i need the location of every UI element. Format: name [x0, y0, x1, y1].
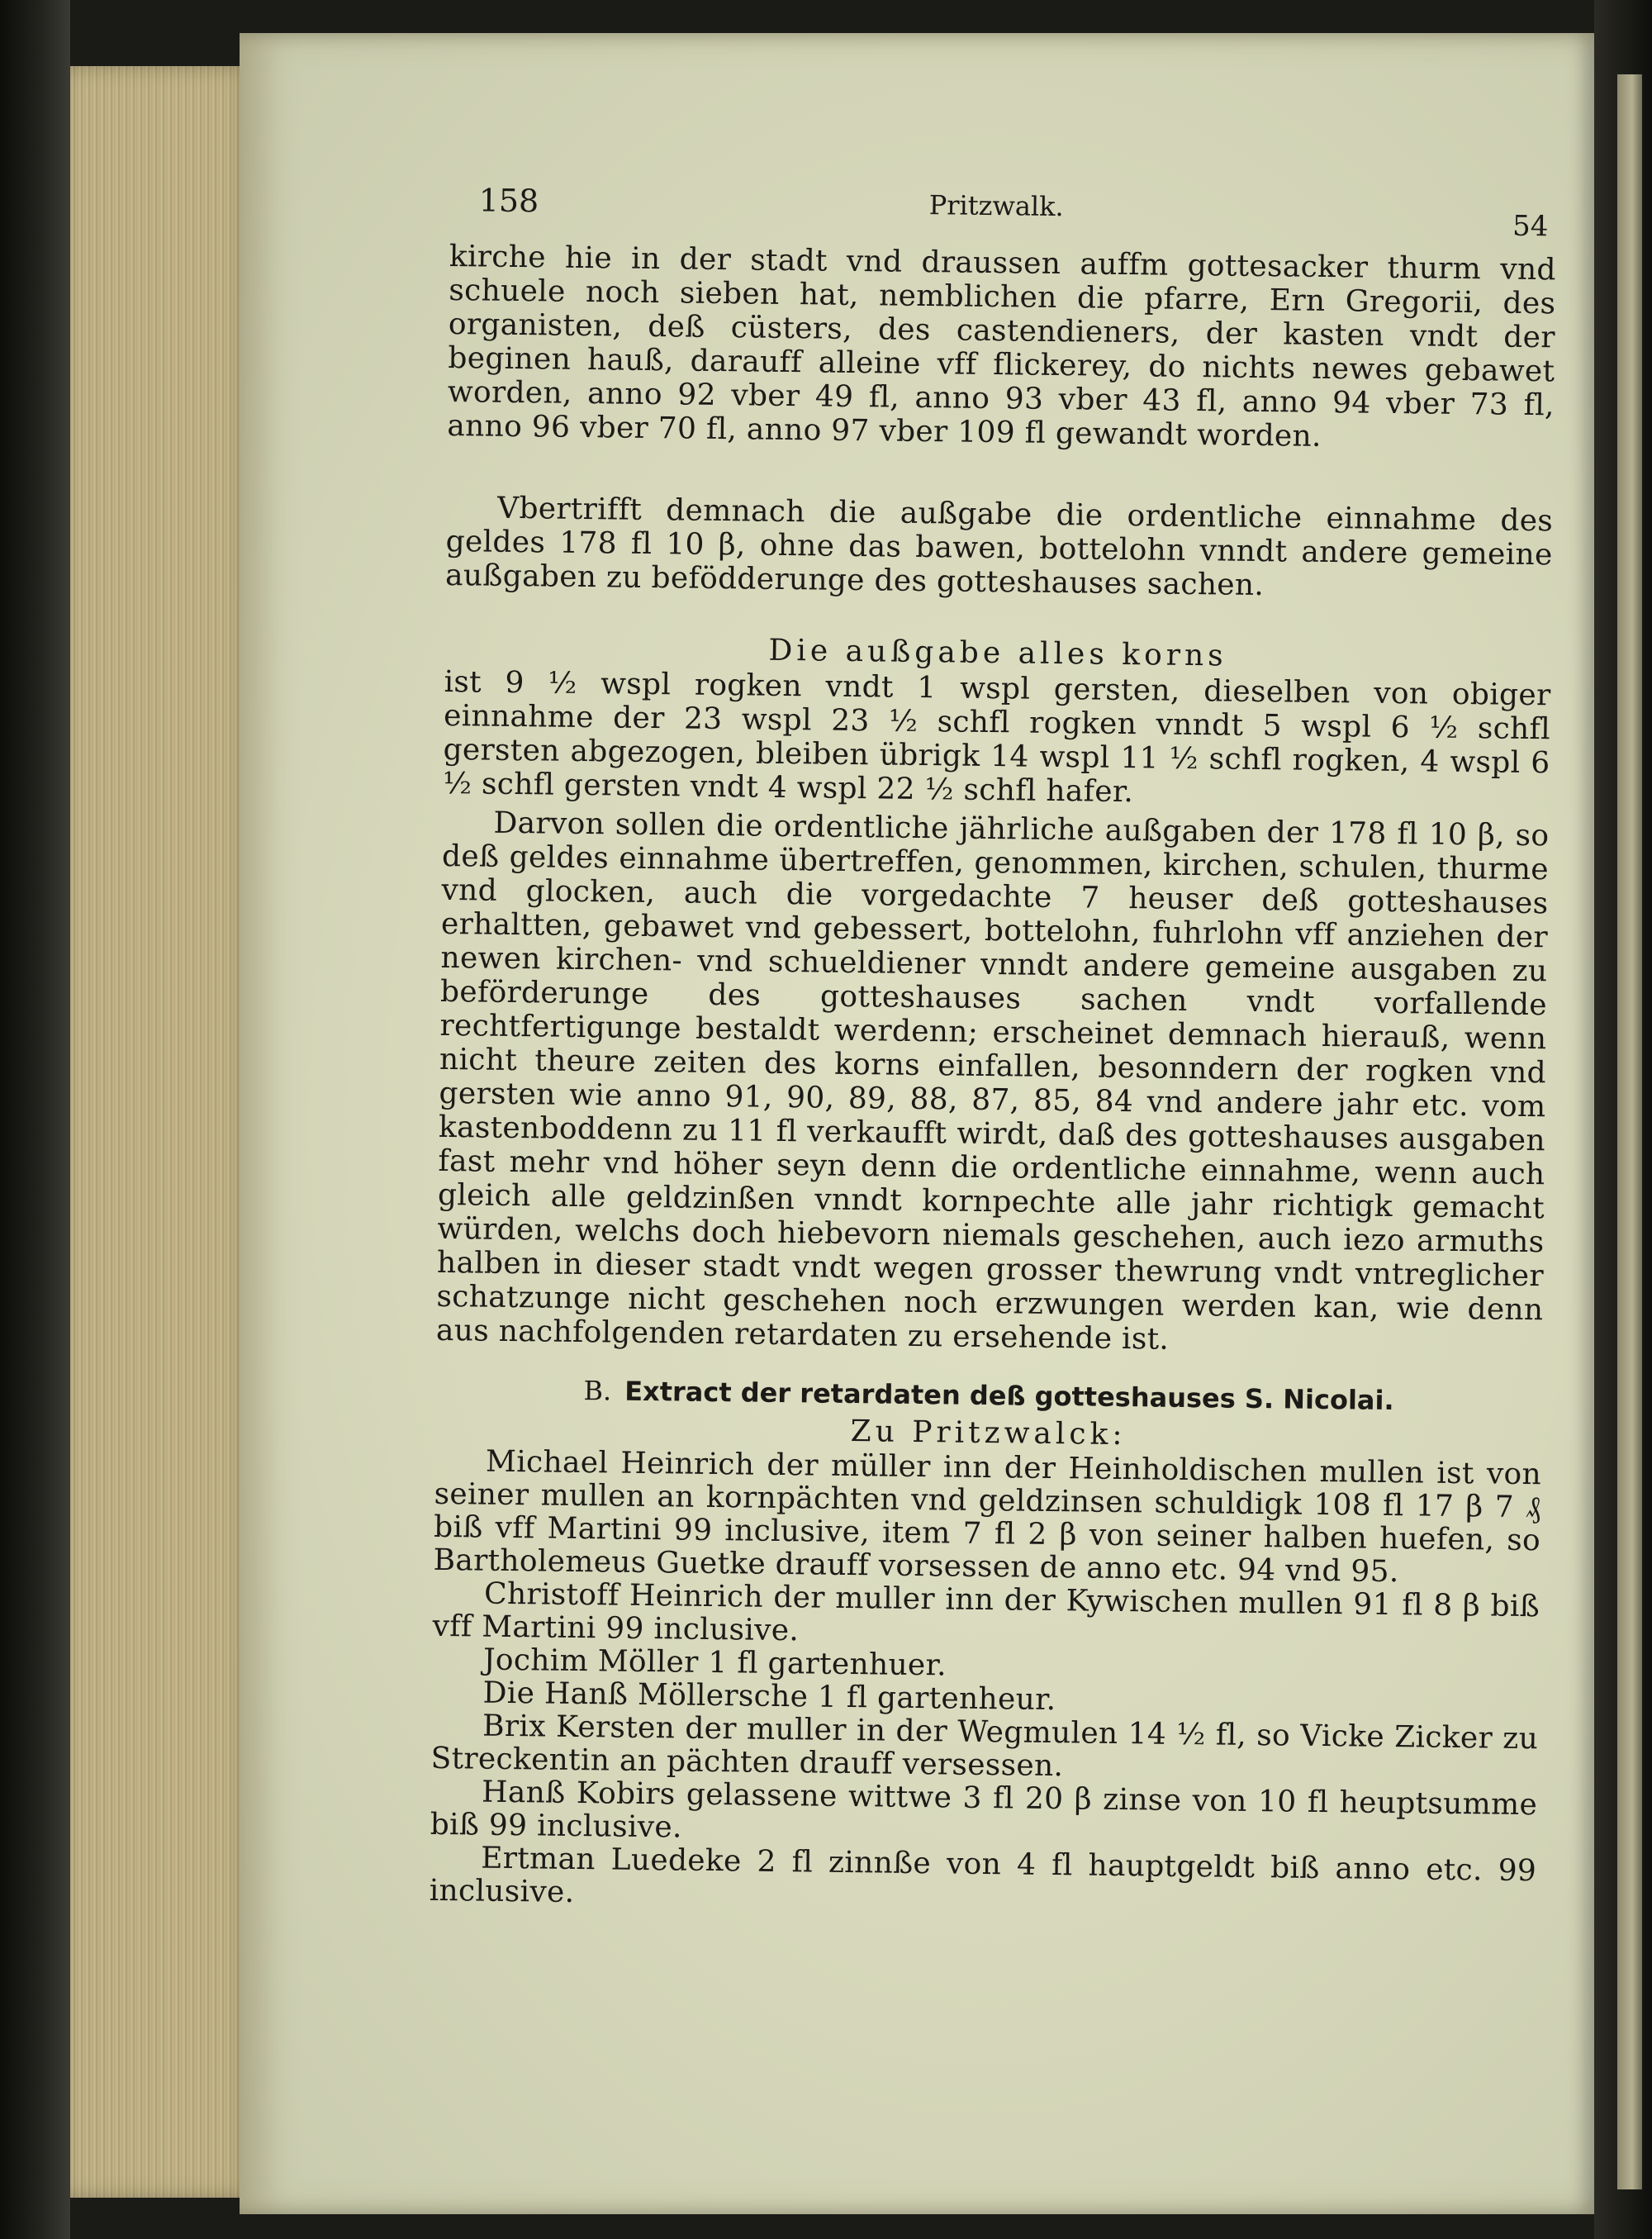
- list-item: Ertman Luedeke 2 fl zinnße von 4 fl hauptgeldt biß anno etc. 99 inclusive.: [429, 1841, 1537, 1909]
- book-cover-left: [0, 0, 70, 2239]
- section-subtitle: Zu Pritzwalck:: [850, 1414, 1127, 1452]
- book-page-edges: [70, 66, 252, 2198]
- folio-number: 54: [1512, 209, 1549, 244]
- facing-page-edge: [1617, 74, 1642, 2189]
- section-title: Extract der retardaten deß gotteshauses S. Nicolai.: [624, 1375, 1394, 1417]
- list-item: Die Hanß Möllersche 1 fl gartenheur.: [482, 1676, 1056, 1718]
- running-title: Pritzwalk.: [928, 189, 1064, 223]
- list-item: Brix Kersten der muller in der Wegmulen 14 ½ fl, so Vicke Zicker zu Streckentin an pächten drauff versessen.: [430, 1709, 1539, 1784]
- paragraph: kirche hie in der stadt vnd draussen auffm gottesacker thurm vnd schuele noch sieben hat, nemblichen die pfarre, Ern Gregorii, des organisten, deß cüsters, des castendieners, der kasten vndt der beginen hauß, darauff alleine vff flickerey, do nichts newes gebawet worden, anno 92 vber 49 fl, anno 93 vber 43 fl, anno 94 vber 73 fl, anno 96 vber 70 fl, anno 97 vber 109 fl gewandt worden.: [447, 239, 1557, 454]
- list-item: Michael Heinrich der müller inn der Heinholdischen mullen ist von seiner mullen an kornpächten vnd geldzinsen schuldigk 108 fl 17 β 7 ₰ biß vff Martini 99 inclusive, item 7 fl 2 β von seiner halben huefen, so Bartholemeus Guetke drauff vorsessen de anno etc. 94 vnd 95.: [433, 1444, 1542, 1590]
- list-item: Christoff Heinrich der muller inn der Kywischen mullen 91 fl 8 β biß vff Martini 99 inclusive.: [432, 1576, 1540, 1648]
- page-number: 158: [478, 182, 539, 220]
- paragraph: ist 9 ½ wspl rogken vndt 1 wspl gersten, dieselben von obiger einnahme der 23 wspl 23 ½ schfl rogken vnndt 5 wspl 6 ½ schfl gersten abgezogen, bleiben übrigk 14 wspl 11 ½ schfl rogken, 4 wspl 6 ½ schfl gersten vndt 4 wspl 22 ½ schfl hafer.: [442, 664, 1551, 810]
- list-item: Hanß Kobirs gelassene wittwe 3 fl 20 β zinse von 10 fl heuptsumme biß 99 inclusive.: [430, 1775, 1538, 1845]
- paragraph: Darvon sollen die ordentliche jährliche außgaben der 178 fl 10 β, so deß geldes einnahme übertreffen, genommen, kirchen, schulen, thurme vnd glocken, auch die vorgedachte 7 heuser deß gotteshauses erhaltten, gebawet vnd gebessert, bottelohn, fuhrlohn vff anziehen der newen kirchen- vnd schueldiener vnndt andere gemeine ausgaben zu beförderunge des gotteshauses sachen vndt vorfallende rechtfertigunge bestaldt werdenn; erscheinet demnach hierauß, wenn nicht theure zeiten des korns einfallen, besonndern der rogken vnd gersten wie anno 91, 90, 89, 88, 87, 85, 84 vnd andere jahr etc. vom kastenboddenn zu 11 fl verkaufft wirdt, daß des gotteshauses ausgaben fast mehr vnd höher seyn denn die ordentliche einnahme, wenn auch gleich alle geldzinßen vnndt kornpechte alle jahr richtigk gemacht würden, welchs doch hiebevorn niemals geschehen, auch iezo armuths halben in dieser stadt vndt wegen grosser thewrung vndt vntreglicher schatzunge nicht geschehen noch erzwungen werden kan, wie denn aus nachfolgenden retardaten zu ersehende ist.: [435, 806, 1550, 1357]
- paragraph: Vbertrifft demnach die außgabe die ordentliche einnahme des geldes 178 fl 10 β, ohne das bawen, bottelohn vnndt andere gemeine außgaben zu befödderunge des gotteshauses sachen.: [444, 491, 1554, 603]
- list-item: Jochim Möller 1 fl gartenhuer.: [482, 1642, 947, 1683]
- section-letter: B.: [583, 1375, 612, 1407]
- page-text-block: [429, 182, 1556, 1921]
- korn-heading: Die außgabe alles korns: [768, 633, 1227, 673]
